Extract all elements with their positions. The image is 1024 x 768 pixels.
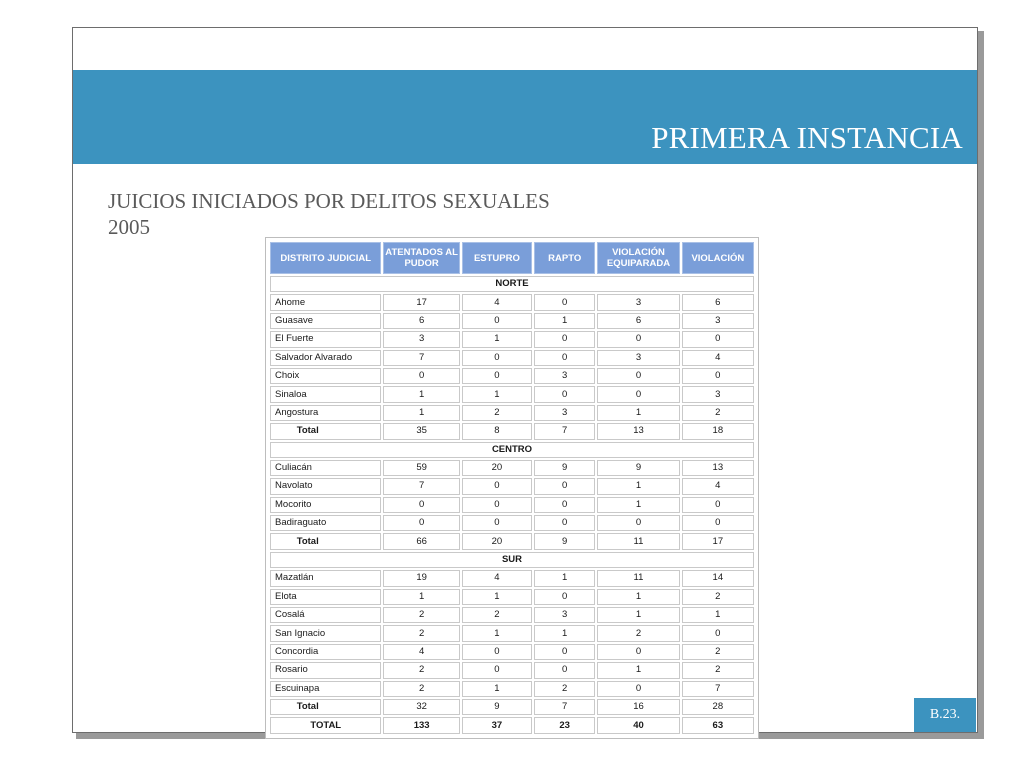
- table-row: [270, 405, 754, 421]
- total-row: [270, 699, 754, 715]
- value-cell: 4: [682, 350, 754, 366]
- value-cell: 13: [682, 460, 754, 476]
- value-cell: 1: [462, 589, 532, 605]
- value-cell: 17: [383, 294, 459, 310]
- table-row: [270, 497, 754, 513]
- table-row: [270, 681, 754, 697]
- value-cell: 0: [682, 368, 754, 384]
- total-label: Total: [270, 423, 381, 439]
- value-cell: 11: [597, 570, 679, 586]
- value-cell: 1: [597, 405, 679, 421]
- value-cell: 0: [597, 368, 679, 384]
- value-cell: 0: [534, 478, 595, 494]
- table-row: [270, 644, 754, 660]
- value-cell: 9: [534, 460, 595, 476]
- value-cell: 2: [534, 681, 595, 697]
- total-value: 32: [383, 699, 459, 715]
- slide: [72, 27, 978, 733]
- value-cell: 6: [597, 313, 679, 329]
- value-cell: 0: [462, 497, 532, 513]
- table-row: [270, 294, 754, 310]
- value-cell: 1: [534, 570, 595, 586]
- table-row: [270, 460, 754, 476]
- value-cell: 59: [383, 460, 459, 476]
- grand-total-row: [270, 717, 754, 733]
- district-name: Elota: [270, 589, 381, 605]
- table-header-row: [270, 242, 754, 274]
- value-cell: 3: [383, 331, 459, 347]
- grand-total-value: 133: [383, 717, 459, 733]
- value-cell: 1: [383, 405, 459, 421]
- total-value: 7: [534, 699, 595, 715]
- value-cell: 0: [462, 368, 532, 384]
- value-cell: 2: [383, 607, 459, 623]
- value-cell: 0: [462, 478, 532, 494]
- value-cell: 6: [383, 313, 459, 329]
- district-name: Choix: [270, 368, 381, 384]
- column-header: ATENTADOS AL PUDOR: [383, 242, 459, 274]
- value-cell: 2: [383, 662, 459, 678]
- value-cell: 3: [597, 350, 679, 366]
- value-cell: 2: [682, 662, 754, 678]
- total-row: [270, 533, 754, 549]
- data-table-container: [265, 237, 759, 739]
- value-cell: 0: [462, 515, 532, 531]
- value-cell: 0: [597, 386, 679, 402]
- table-subtitle: [108, 188, 550, 240]
- value-cell: 0: [534, 497, 595, 513]
- value-cell: 7: [383, 350, 459, 366]
- subtitle-line-1: JUICIOS INICIADOS POR DELITOS SEXUALES: [108, 189, 550, 213]
- table-row: [270, 368, 754, 384]
- value-cell: 1: [597, 589, 679, 605]
- total-value: 28: [682, 699, 754, 715]
- value-cell: 1: [462, 681, 532, 697]
- value-cell: 0: [534, 294, 595, 310]
- table-row: [270, 570, 754, 586]
- value-cell: 0: [597, 331, 679, 347]
- value-cell: 3: [534, 368, 595, 384]
- value-cell: 0: [534, 331, 595, 347]
- value-cell: 1: [682, 607, 754, 623]
- value-cell: 1: [597, 478, 679, 494]
- value-cell: 0: [534, 644, 595, 660]
- total-value: 7: [534, 423, 595, 439]
- total-value: 9: [534, 533, 595, 549]
- column-header: DISTRITO JUDICIAL: [270, 242, 381, 274]
- section-header: NORTE: [270, 276, 754, 292]
- value-cell: 0: [682, 625, 754, 641]
- value-cell: 1: [597, 497, 679, 513]
- total-row: [270, 423, 754, 439]
- table-row: [270, 515, 754, 531]
- district-name: Escuinapa: [270, 681, 381, 697]
- value-cell: 1: [534, 313, 595, 329]
- district-name: Mocorito: [270, 497, 381, 513]
- value-cell: 3: [682, 386, 754, 402]
- value-cell: 0: [534, 589, 595, 605]
- total-value: 35: [383, 423, 459, 439]
- value-cell: 0: [534, 386, 595, 402]
- table-row: [270, 625, 754, 641]
- value-cell: 3: [534, 405, 595, 421]
- grand-total-value: 23: [534, 717, 595, 733]
- column-header: RAPTO: [534, 242, 595, 274]
- table-row: [270, 478, 754, 494]
- value-cell: 14: [682, 570, 754, 586]
- total-value: 8: [462, 423, 532, 439]
- page-number-badge: [914, 698, 976, 732]
- total-label: Total: [270, 533, 381, 549]
- value-cell: 2: [383, 681, 459, 697]
- value-cell: 0: [462, 313, 532, 329]
- column-header: VIOLACIÓN: [682, 242, 754, 274]
- value-cell: 9: [597, 460, 679, 476]
- section-row: [270, 442, 754, 458]
- district-name: Angostura: [270, 405, 381, 421]
- section-row: [270, 552, 754, 568]
- district-name: San Ignacio: [270, 625, 381, 641]
- section-header: CENTRO: [270, 442, 754, 458]
- value-cell: 0: [462, 350, 532, 366]
- value-cell: 0: [383, 368, 459, 384]
- district-name: Guasave: [270, 313, 381, 329]
- subtitle-year: 2005: [108, 215, 150, 239]
- table-row: [270, 313, 754, 329]
- value-cell: 4: [462, 294, 532, 310]
- title-banner: [73, 70, 977, 164]
- page-number: B.23.: [929, 707, 961, 722]
- value-cell: 7: [682, 681, 754, 697]
- district-name: Cosalá: [270, 607, 381, 623]
- value-cell: 0: [462, 644, 532, 660]
- table-row: [270, 589, 754, 605]
- total-value: 11: [597, 533, 679, 549]
- district-name: Rosario: [270, 662, 381, 678]
- value-cell: 2: [462, 607, 532, 623]
- value-cell: 2: [682, 589, 754, 605]
- section-row: [270, 276, 754, 292]
- district-name: Mazatlán: [270, 570, 381, 586]
- value-cell: 1: [462, 386, 532, 402]
- column-header: VIOLACIÓN EQUIPARADA: [597, 242, 679, 274]
- value-cell: 4: [682, 478, 754, 494]
- value-cell: 3: [534, 607, 595, 623]
- value-cell: 19: [383, 570, 459, 586]
- value-cell: 3: [597, 294, 679, 310]
- district-name: El Fuerte: [270, 331, 381, 347]
- value-cell: 4: [383, 644, 459, 660]
- data-table: [268, 240, 756, 736]
- district-name: Badiraguato: [270, 515, 381, 531]
- table-row: [270, 331, 754, 347]
- value-cell: 4: [462, 570, 532, 586]
- value-cell: 1: [597, 607, 679, 623]
- table-row: [270, 386, 754, 402]
- total-value: 9: [462, 699, 532, 715]
- value-cell: 0: [682, 497, 754, 513]
- total-value: 18: [682, 423, 754, 439]
- grand-total-value: 63: [682, 717, 754, 733]
- value-cell: 2: [462, 405, 532, 421]
- value-cell: 20: [462, 460, 532, 476]
- grand-total-value: 40: [597, 717, 679, 733]
- value-cell: 0: [383, 515, 459, 531]
- value-cell: 2: [682, 405, 754, 421]
- table-row: [270, 350, 754, 366]
- page-title: PRIMERA INSTANCIA: [651, 120, 963, 155]
- section-header: SUR: [270, 552, 754, 568]
- value-cell: 0: [534, 515, 595, 531]
- total-value: 20: [462, 533, 532, 549]
- total-value: 16: [597, 699, 679, 715]
- grand-total-value: 37: [462, 717, 532, 733]
- value-cell: 1: [462, 625, 532, 641]
- value-cell: 0: [597, 515, 679, 531]
- value-cell: 0: [597, 644, 679, 660]
- total-label: Total: [270, 699, 381, 715]
- value-cell: 0: [383, 497, 459, 513]
- district-name: Navolato: [270, 478, 381, 494]
- grand-total-label: TOTAL: [270, 717, 381, 733]
- value-cell: 2: [597, 625, 679, 641]
- total-value: 13: [597, 423, 679, 439]
- value-cell: 2: [682, 644, 754, 660]
- district-name: Ahome: [270, 294, 381, 310]
- value-cell: 0: [462, 662, 532, 678]
- value-cell: 0: [534, 662, 595, 678]
- value-cell: 0: [534, 350, 595, 366]
- value-cell: 7: [383, 478, 459, 494]
- value-cell: 1: [534, 625, 595, 641]
- value-cell: 1: [383, 589, 459, 605]
- total-value: 17: [682, 533, 754, 549]
- table-row: [270, 607, 754, 623]
- value-cell: 1: [383, 386, 459, 402]
- district-name: Salvador Alvarado: [270, 350, 381, 366]
- value-cell: 0: [597, 681, 679, 697]
- district-name: Sinaloa: [270, 386, 381, 402]
- value-cell: 0: [682, 515, 754, 531]
- table-row: [270, 662, 754, 678]
- value-cell: 0: [682, 331, 754, 347]
- value-cell: 3: [682, 313, 754, 329]
- value-cell: 1: [597, 662, 679, 678]
- district-name: Culiacán: [270, 460, 381, 476]
- column-header: ESTUPRO: [462, 242, 532, 274]
- value-cell: 1: [462, 331, 532, 347]
- district-name: Concordia: [270, 644, 381, 660]
- value-cell: 6: [682, 294, 754, 310]
- value-cell: 2: [383, 625, 459, 641]
- total-value: 66: [383, 533, 459, 549]
- table-body: [270, 276, 754, 734]
